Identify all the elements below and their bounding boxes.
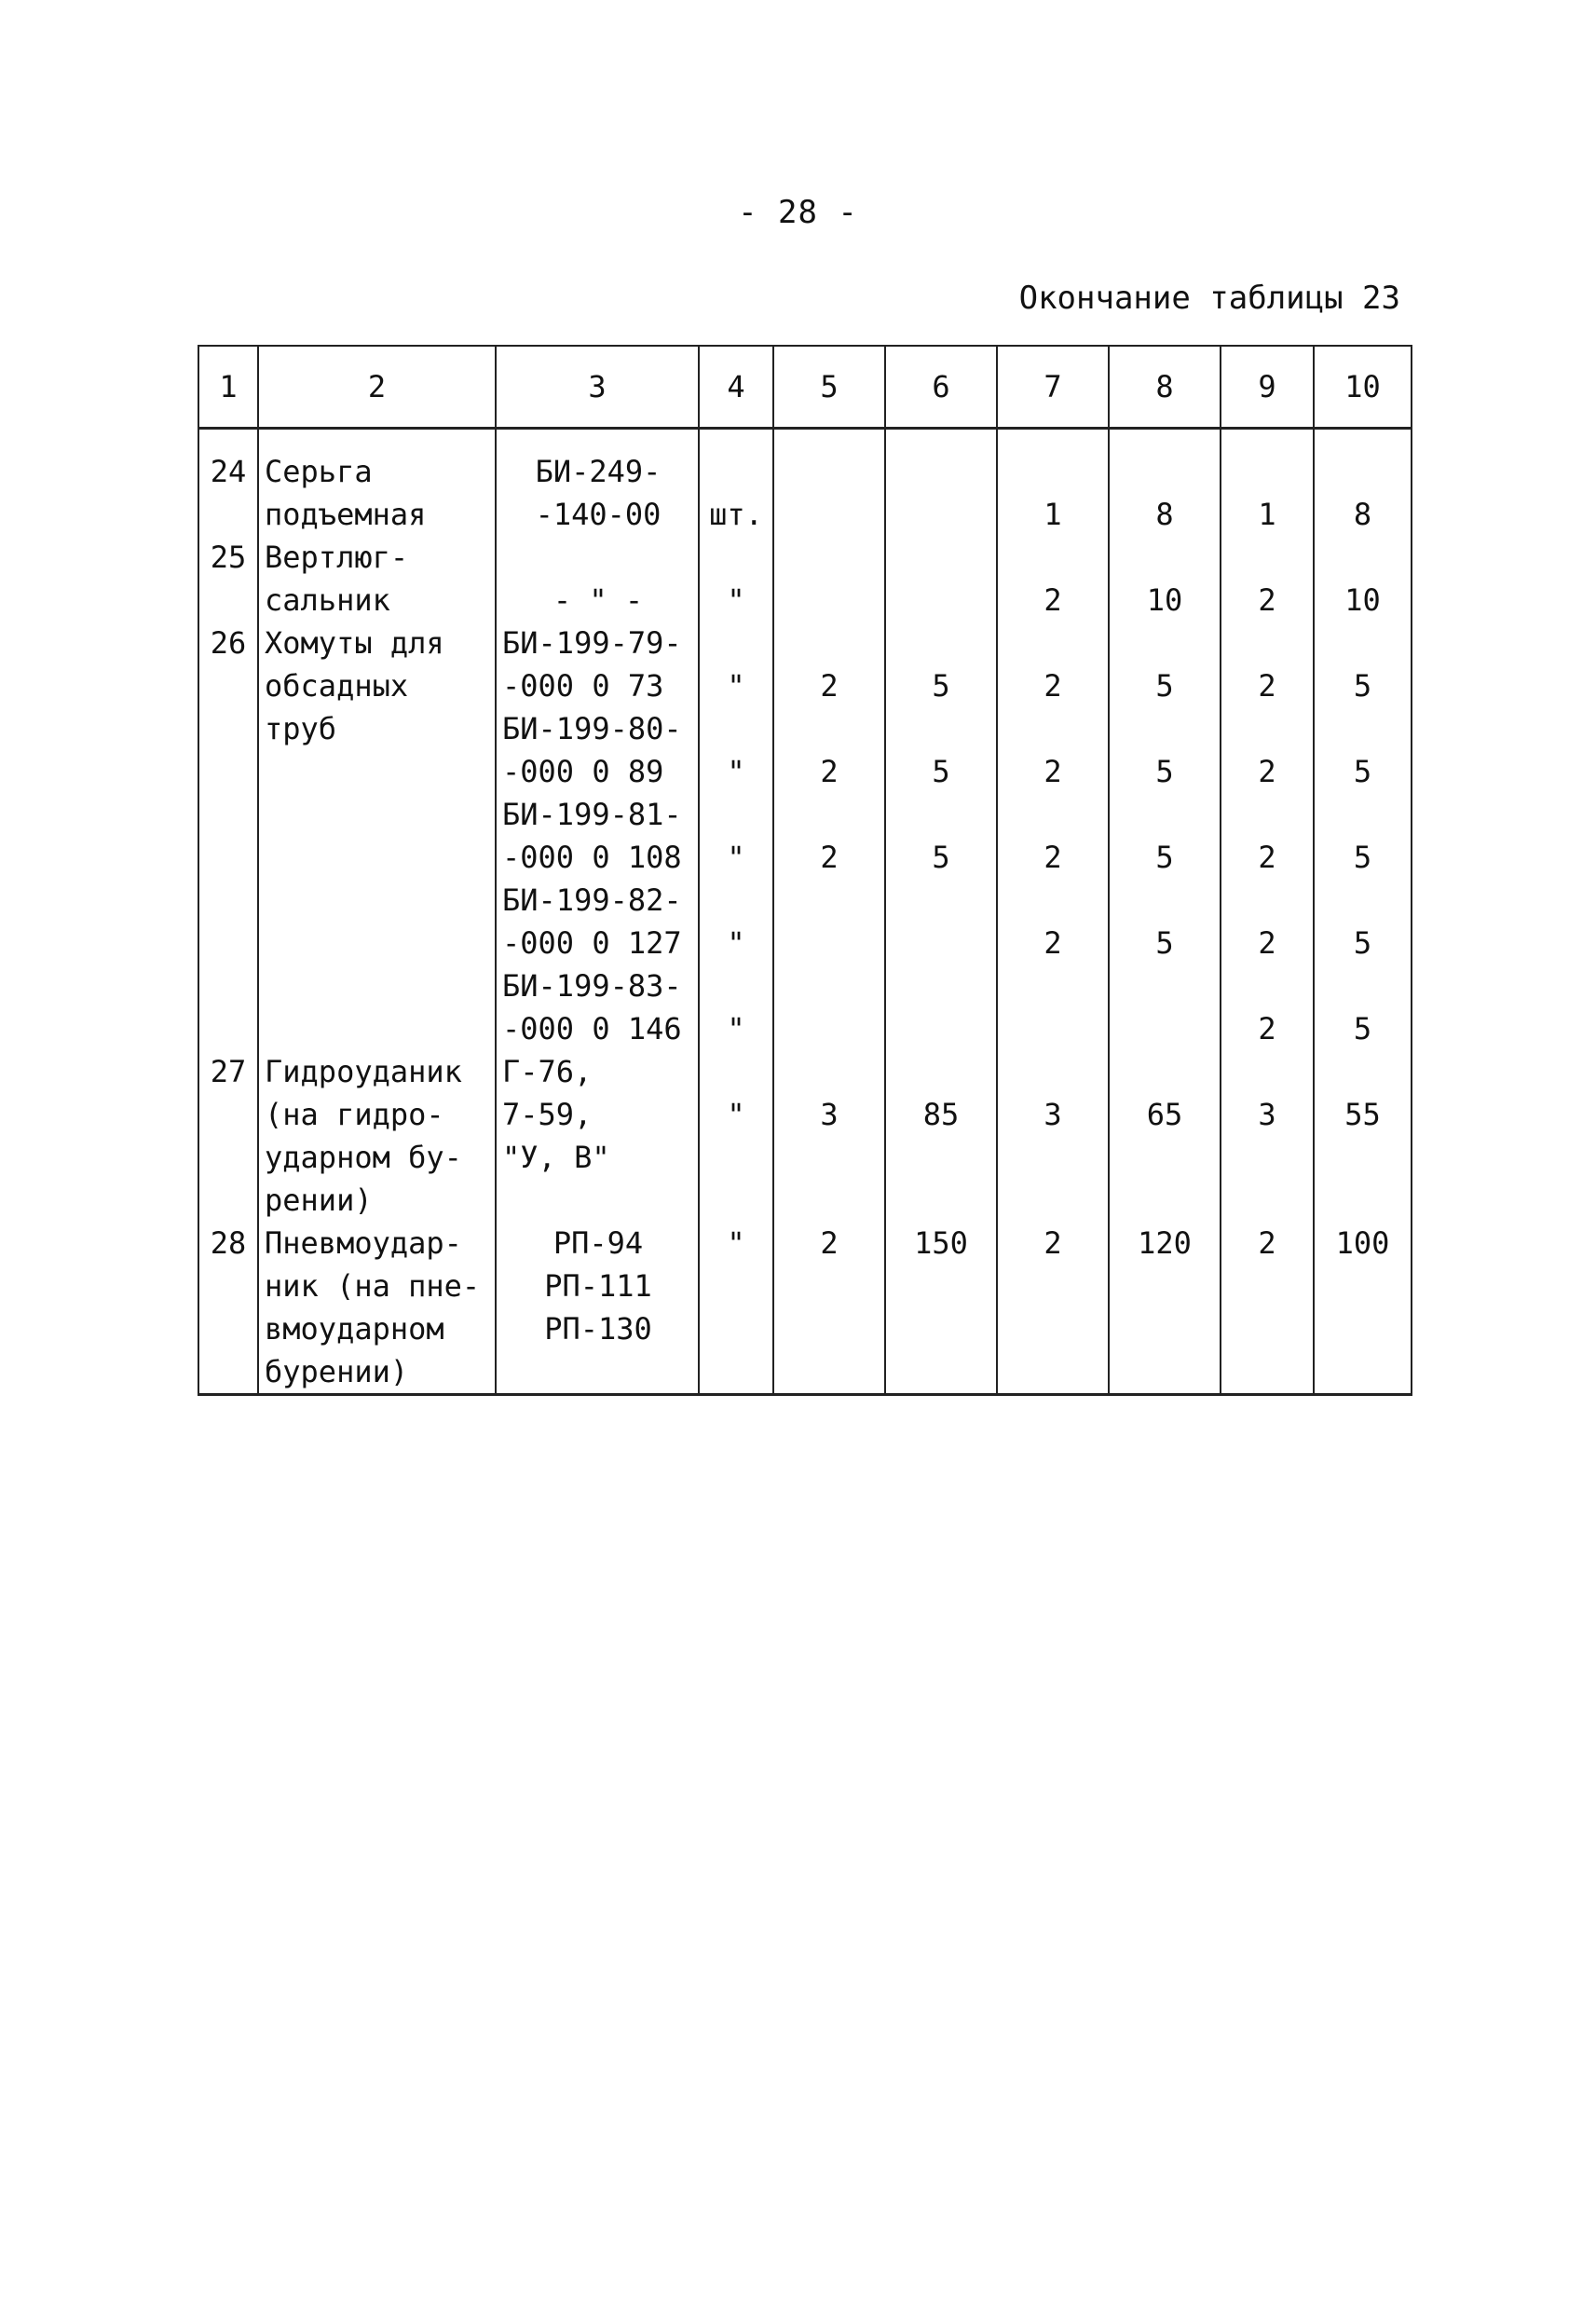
value-cell: 5 5 5 5 — [1109, 622, 1221, 1050]
item-code: - " - — [496, 536, 699, 622]
value-cell: 2 2 2 — [773, 622, 885, 1050]
value-cell: 65 — [1109, 1050, 1221, 1222]
value-cell: 8 — [1109, 429, 1221, 537]
value-cell — [885, 536, 997, 622]
header-cell: 6 — [885, 346, 997, 429]
value-cell: 10 — [1109, 536, 1221, 622]
value-cell: 2 2 2 2 — [997, 622, 1109, 1050]
header-cell: 9 — [1221, 346, 1314, 429]
item-name: Хомуты для обсадных труб — [258, 622, 496, 1050]
table-row — [198, 622, 1412, 1050]
value-cell: 5 5 5 — [885, 622, 997, 1050]
header-cell: 10 — [1314, 346, 1412, 429]
header-cell: 4 — [699, 346, 773, 429]
item-code: РП-94 РП-111 РП-130 — [496, 1222, 699, 1395]
header-cell: 2 — [258, 346, 496, 429]
value-cell — [773, 536, 885, 622]
equipment-table — [198, 345, 1412, 1396]
item-name: Вертлюг- сальник — [258, 536, 496, 622]
value-cell: 3 — [997, 1050, 1109, 1222]
header-cell: 1 — [198, 346, 258, 429]
table-row — [198, 1050, 1412, 1222]
value-cell: 2 — [1221, 536, 1314, 622]
table-row — [198, 429, 1412, 537]
value-cell: 1 — [1221, 429, 1314, 537]
value-cell: 10 — [1314, 536, 1412, 622]
item-name: Серьга подъемная — [258, 429, 496, 537]
value-cell: 100 — [1314, 1222, 1412, 1395]
value-cell: 1 — [997, 429, 1109, 537]
value-cell: 55 — [1314, 1050, 1412, 1222]
item-code: Г-76, 7-59, "У, В" — [496, 1050, 699, 1222]
value-cell: 5 5 5 5 5 — [1314, 622, 1412, 1050]
unit: " " " " " — [699, 622, 773, 1050]
value-cell — [885, 429, 997, 537]
unit: " — [699, 1050, 773, 1222]
item-name: Пневмоудар- ник (на пне- вмоударном бурении) — [258, 1222, 496, 1395]
page-number: - 28 - — [738, 194, 858, 231]
unit: " — [699, 1222, 773, 1395]
value-cell: 8 — [1314, 429, 1412, 537]
header-cell: 7 — [997, 346, 1109, 429]
item-code: БИ-199-79- -000 0 73 БИ-199-80- -000 0 89 БИ-199-81- -000 0 108 БИ-199-82- -000 0 127 БИ-199-83- -000 0 146 — [496, 622, 699, 1050]
value-cell: 150 — [885, 1222, 997, 1395]
value-cell: 3 — [1221, 1050, 1314, 1222]
header-cell: 5 — [773, 346, 885, 429]
row-number: 26 — [198, 622, 258, 1050]
item-name: Гидроуданик (на гидро- ударном бу- рении) — [258, 1050, 496, 1222]
item-code: БИ-249- -140-00 — [496, 429, 699, 537]
value-cell: 2 2 2 2 2 — [1221, 622, 1314, 1050]
row-number: 28 — [198, 1222, 258, 1395]
table-container — [198, 345, 1411, 1396]
row-number: 27 — [198, 1050, 258, 1222]
table-row — [198, 536, 1412, 622]
row-number: 24 — [198, 429, 258, 537]
value-cell: 120 — [1109, 1222, 1221, 1395]
header-row — [198, 346, 1412, 429]
value-cell: 2 — [997, 536, 1109, 622]
unit: шт. — [699, 429, 773, 537]
header-cell: 3 — [496, 346, 699, 429]
value-cell — [773, 429, 885, 537]
row-number: 25 — [198, 536, 258, 622]
value-cell: 85 — [885, 1050, 997, 1222]
value-cell: 2 — [1221, 1222, 1314, 1395]
value-cell: 3 — [773, 1050, 885, 1222]
header-cell: 8 — [1109, 346, 1221, 429]
table-row — [198, 1222, 1412, 1395]
table-caption: Окончание таблицы 23 — [1018, 280, 1400, 317]
value-cell: 2 — [773, 1222, 885, 1395]
unit: " — [699, 536, 773, 622]
value-cell: 2 — [997, 1222, 1109, 1395]
